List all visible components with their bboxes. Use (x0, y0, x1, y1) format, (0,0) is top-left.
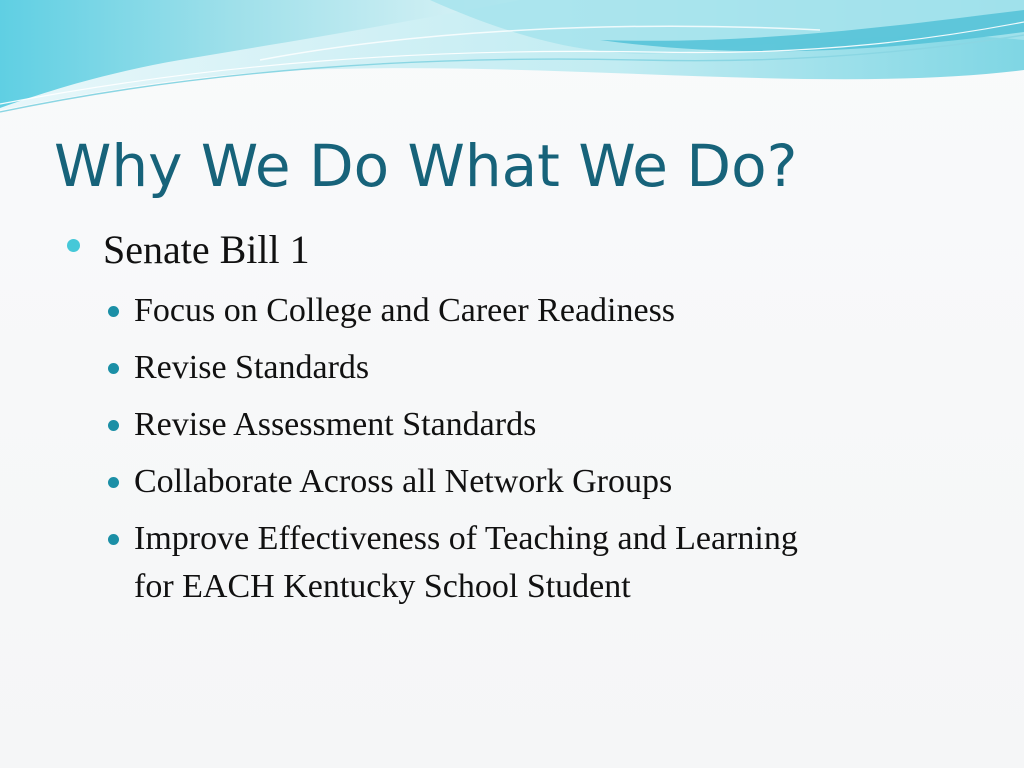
sub-bullet-text-line1: Improve Effectiveness of Teaching and Learning (134, 520, 798, 557)
bullet-dot-icon (108, 306, 119, 317)
bullet-dot-icon (67, 239, 80, 252)
bullet-dot-icon (108, 363, 119, 374)
sub-bullet-text: Revise Assessment Standards (134, 406, 537, 443)
bullet-dot-icon (108, 420, 119, 431)
sub-bullet-text: Focus on College and Career Readiness (134, 292, 676, 329)
sub-bullet-text: Revise Standards (134, 349, 370, 386)
sub-bullet-text: Collaborate Across all Network Groups (134, 463, 673, 500)
decorative-wave-header (0, 0, 1024, 130)
slide-title: Why We Do What We Do? (54, 132, 798, 200)
bullet-dot-icon (108, 477, 119, 488)
main-bullet-text: Senate Bill 1 (103, 227, 310, 272)
bullet-dot-icon (108, 534, 119, 545)
sub-bullet-text-line2: for EACH Kentucky School Student (134, 568, 631, 605)
